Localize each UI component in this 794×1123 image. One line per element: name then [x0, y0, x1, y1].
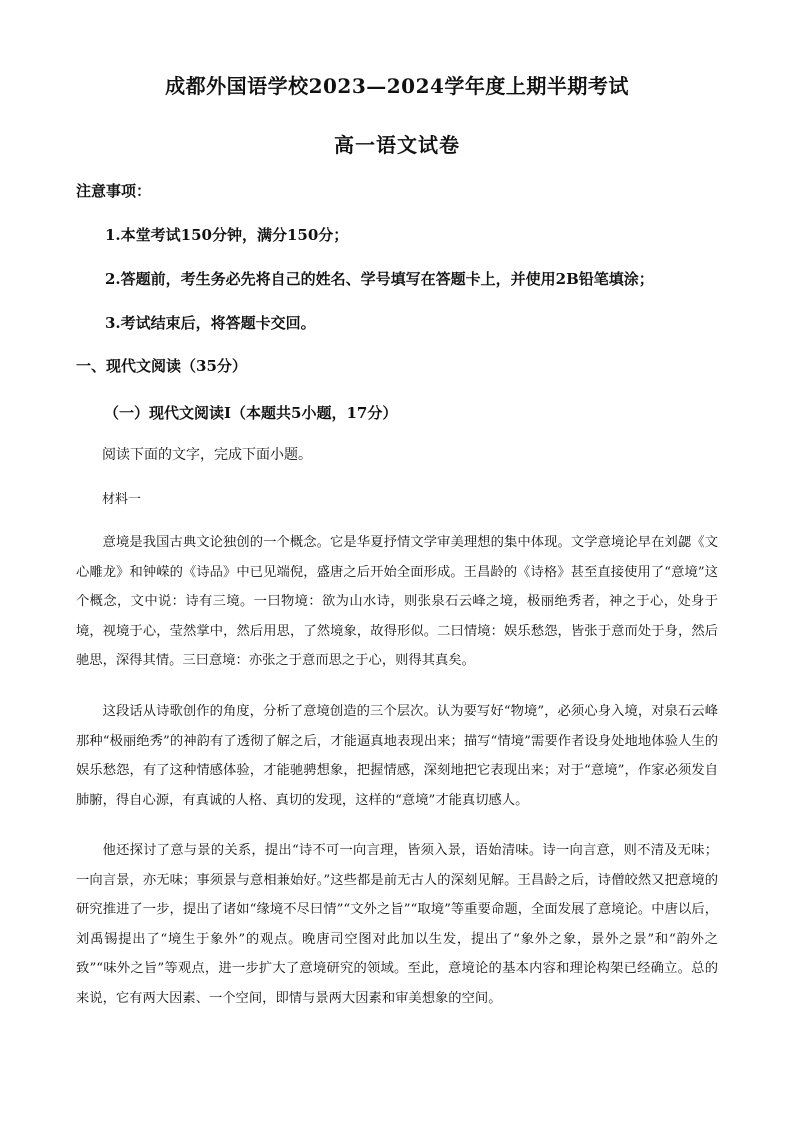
paragraph-2: 这段话从诗歌创作的角度，分析了意境创造的三个层次。认为要写好“物境”，必须心身入境，对泉石云峰那种“极丽绝秀”的神韵有了透彻了解之后，才能逼真地表现出来；描写“情境”需要作者设身处地地体验人生的娱乐愁怨，有了这种情感体验，才能驰骋想象，把握情感，深刻地把它表现出来；对于“意境”，作家必须发自肺腑，得自心源，有真诚的人格、真切的发现，这样的“意境”才能真切感人。 [76, 704, 718, 808]
subsection-heading: （一）现代文阅读Ⅰ（本题共5小题，17分） [104, 404, 398, 422]
paragraph-3: 他还探讨了意与景的关系，提出“诗不可一向言理，皆须入景，语始清味。诗一向言意，则不清及无味；一向言景，亦无味；事须景与意相兼始好。”这些都是前无古人的深刻见解。王昌龄之后，诗僧皎然又把意境的研究推进了一步，提出了诸如“缘境不尽曰情”“文外之旨”“取境”等重要命题，全面发展了意境论。中唐以后，刘禹锡提出了“境生于象外”的观点。晚唐司空图对此加以生发，提出了“象外之象，景外之景”和“韵外之致”“味外之旨”等观点，进一步扩大了意境研究的领域。至此，意境论的基本内容和理论构架已经确立。总的来说，它有两大因素、一个空间，即情与景两大因素和审美想象的空间。 [76, 843, 718, 1006]
note-item-3: 3.考试结束后，将答题卡交回。 [105, 314, 316, 332]
exam-title: 成都外国语学校2023—2024学年度上期半期考试 [165, 74, 629, 98]
paragraph-1: 意境是我国古典文论独创的一个概念。它是华夏抒情文学审美理想的集中体现。文学意境论早在刘勰《文心雕龙》和钟嵘的《诗品》中已见端倪，盛唐之后开始全面形成。王昌龄的《诗格》甚至直接使用了“意境”这个概念，文中说：诗有三境。一曰物境：欲为山水诗，则张泉石云峰之境，极丽绝秀者，神之于心，处身于境，视境于心，莹然掌中，然后用思，了然境象，故得形似。二曰情境：娱乐愁怨，皆张于意而处于身，然后驰思，深得其情。三曰意境：亦张之于意而思之于心，则得其真矣。 [76, 535, 718, 668]
section-heading: 一、现代文阅读（35分） [76, 357, 247, 375]
material-label: 材料一 [102, 492, 142, 507]
note-item-1: 1.本堂考试150分钟，满分150分； [105, 226, 349, 244]
note-item-2: 2.答题前，考生务必先将自己的姓名、学号填写在答题卡上，并使用2B铅笔填涂； [105, 270, 654, 288]
notes-heading: 注意事项： [76, 182, 152, 200]
reading-instruction: 阅读下面的文字，完成下面小题。 [102, 447, 312, 463]
exam-subtitle: 高一语文试卷 [334, 133, 460, 157]
